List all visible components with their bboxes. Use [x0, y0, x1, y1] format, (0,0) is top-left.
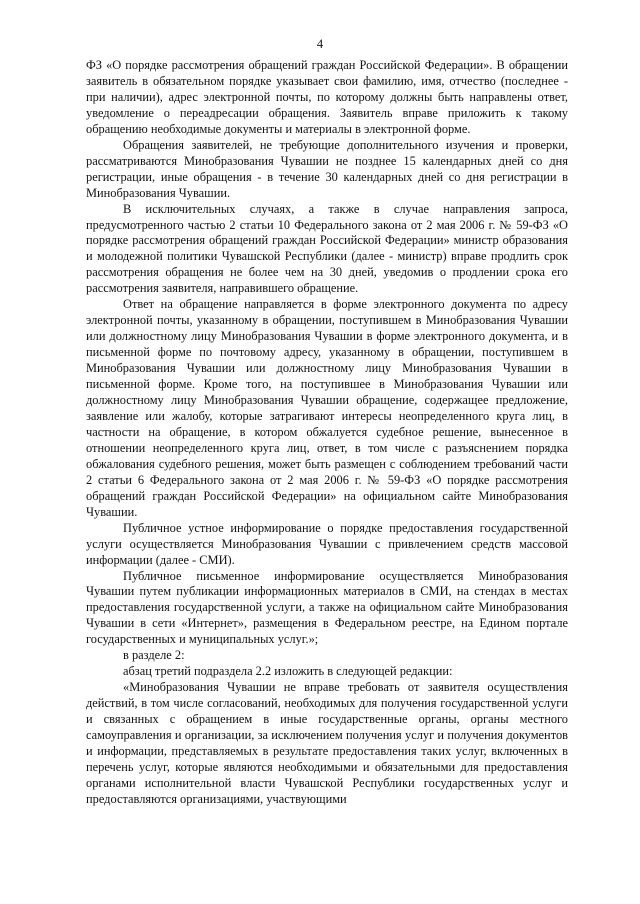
paragraph-term-extension: В исключительных случаях, а также в случае направления запроса, предусмотренного частью 2 статьи 10 Федерального закона от 2 мая 2006 г. № 59-ФЗ «О порядке рассмотрения обращений граждан Российской Федерации» министр образования и молодежной политики Чувашской Республики (далее - министр) вправе продлить срок рассмотрения обращения не более чем на 30 дней, уведомив о продлении срока его рассмотрения заявителя, направившего обращение.: [86, 201, 568, 296]
paragraph-amendment-text: «Минобразования Чувашии не вправе требовать от заявителя осуществления действий, в том числе согласований, необходимых для получения государственной услуги и связанных с обращением в иные государственные органы, органы местного самоуправления и организации, за исключением получения услуг и получения документов и информации, представляемых в результате предоставления таких услуг, включенных в перечень услуг, которые являются необходимыми и обязательными для предоставления органами исполнительной власти Чувашской Республики государственных услуг и предоставляются организациями, участвующими: [86, 680, 568, 806]
document-body: [86, 58, 568, 808]
paragraph-public-oral-informing: Публичное устное информирование о порядке предоставления государственной услуги осуществляется Минобразования Чувашии с привлечением средств массовой информации (далее - СМИ).: [86, 520, 568, 567]
paragraph-response-delivery: Ответ на обращение направляется в форме электронного документа по адресу электронной почты, указанному в обращении, поступившем в Минобразования Чувашии или должностному лицу Минобразования Чувашии в форме электронного документа, и в письменной форме по почтовому адресу, указанному в обращении, поступившем в Минобразования Чувашии или должностному лицу Минобразования Чувашии в письменной форме. Кроме того, на поступившее в Минобразования Чувашии или должностному лицу Минобразования Чувашии обращение, содержащее предложение, заявление или жалобу, которые затрагивают интересы неопределенного круга лиц, в частности на обращение, в котором обжалуется судебное решение, вынесенное в отношении неопределенного круга лиц, ответ, в том числе с разъяснением порядка обжалования судебного решения, может быть размещен с соблюдением требований части 2 статьи 6 Федерального закона от 2 мая 2006 г. № 59-ФЗ «О порядке рассмотрения обращений граждан Российской Федерации» на официальном сайте Минобразования Чувашии.: [86, 297, 568, 519]
paragraph-continuation: ФЗ «О порядке рассмотрения обращений граждан Российской Федерации». В обращении заявитель в обязательном порядке указывает свои фамилию, имя, отчество (последнее - при наличии), адрес электронной почты, по которому должны быть направлены ответ, уведомление о переадресации обращения. Заявитель вправе приложить к такому обращению необходимые документы и материалы в электронной форме.: [86, 58, 568, 136]
page-number: 4: [316, 37, 324, 51]
paragraph-amendment-intro: абзац третий подраздела 2.2 изложить в следующей редакции:: [123, 664, 453, 679]
paragraph-public-written-informing: Публичное письменное информирование осуществляется Минобразования Чувашии путем публикации информационных материалов в СМИ, на стендах в местах предоставления государственной услуги, а также на официальном сайте Минобразования Чувашии в сети «Интернет», размещения в Федеральном реестре, на Едином портале государственных и муниципальных услуг.»;: [86, 568, 568, 647]
paragraph-review-terms: Обращения заявителей, не требующие дополнительного изучения и проверки, рассматриваются Минобразования Чувашии не позднее 15 календарных дней со дня регистрации, иные обращения - в течение 30 календарных дней со дня регистрации в Минобразования Чувашии.: [86, 137, 568, 200]
paragraph-section-2: в разделе 2:: [123, 648, 185, 663]
